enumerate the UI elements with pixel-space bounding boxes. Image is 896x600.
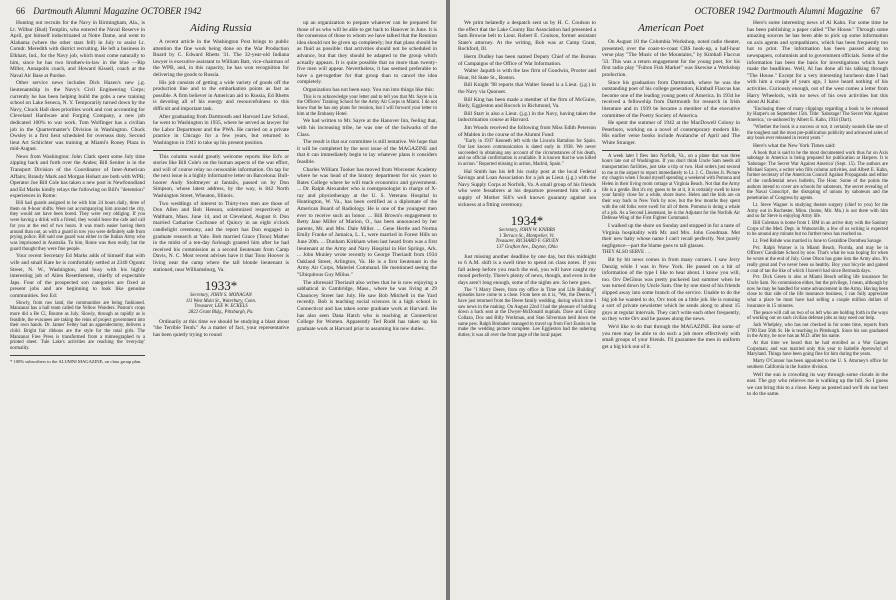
class-secretary: Secretary, JOHN S. MONAGAN bbox=[190, 293, 252, 299]
class-heading bbox=[458, 213, 596, 250]
paragraph: Bill King has been made a member of the firm of McGuire, Riely, Eggleston and Bocock in Richmond, Va. bbox=[458, 96, 596, 110]
left-page-number: 66 bbox=[16, 6, 25, 16]
section-rule bbox=[153, 150, 289, 151]
class-treasurer-address: 2822 Grant Bldg., Pittsburgh, Pa. bbox=[188, 309, 254, 315]
paragraph: Ordinarily at this time we should be studying a blast about "the Terrible Tenth." As a matter of fact, your representative has been quietly trying to round bbox=[153, 318, 289, 338]
paragraph: Pvt. Dick Green is also at Miami Beach selling life insurance for Uncle Sam. No commission either, but the privilege, I mean, although by now he may be handled for some advancement in the Army. Having been close to that side of the life insurance business, I can fully appreciate what a place he must have had selling a couple million dollars of insurance in 15 minutes. bbox=[747, 275, 888, 309]
quoted-excerpt: Bill had guards assigned to be with him 24 hours daily, three of them on 8-hour shifts. Were not accompanying him around the city, they would not have been bored. They were very obliging. If you were having a drink with a friend, they would leave the cafe and call for you at the end of two hours. It was much easier having them around than not, as with a guard in tow you were definitely safe from prying police. Bill said one guard was either in the Italian Army who was imprisoned in Australia. To him, Rome was then really, but the guard thought they were fine people. bbox=[10, 201, 145, 252]
quoted-letter: A week later I flew into Norfolk, Va., on a plane that was three hours late out of Washington. If you don't think Uncle Sam needs all transportation facilities, just take a trip or two. Had orders just second to me at the airport to report immediately to Lt. J. C. Davies Jr. Picture my chagrin when I found myself spending a weekend with Pomona and Helen in their living room cottage at Virginia Beach. Not that the Army life is a gentle. But it's my guess to be at it, it is certainly swell to have your family close for a while, shore leave. Helen and the kids are on their way back to New York by now, but the few months they spent with the old folks were swell for all of them. Pomona is doing a whale of a job. As a Second Lieutenant, he is the Adjutant for the Norfolk Air Defense Wing of the First Fighter Command. bbox=[602, 153, 740, 222]
paragraph: Marty O'Connor has been appointed to the U. S. Attorney's office for southern California in the Justice division. bbox=[747, 359, 888, 370]
quoted-excerpt: A book that is said to be the most documented work thus far on Axis sabotage in America is being prepared for publication at Harpers. It is 'Sabotage: The Secret War Against America' (Sept. 15). The authors are Michael Sayers, a writer who fills column activities, and Albert E. Kahn, former secretary of the American Council Against Propaganda and editor of the confidential news bulletin, The Hour. Some of the points the authors intend to cover are schools for saboteurs, 'the secret revealing of the Naval Conscript', the disrupting of unions by saboteurs and the penetration of Congress by agents. bbox=[747, 150, 888, 202]
left-column-2 bbox=[153, 20, 289, 592]
paragraph: Here's some interesting news of Al Kahn. For some time he has been publishing a paper called "The House." Through some amazing sources he has been able to pick up some information on axis agents and sympathizers, which has been frequently too hot to print. The information has been passed along to newspapers, columnists and to government officials. Some of the information has been the basis for investigations which have made the headlines. Well, Al has done all his talking through "The House." Except for a very interesting luncheon date I had with him a couple of years ago, I have heard nothing of his activities. Curiously enough, out of the west comes a letter from Harry Wheelock, with no news of his own activities but this about Al Kahn: bbox=[747, 20, 888, 106]
paragraph: Here's what the New York Times said: bbox=[753, 142, 836, 149]
left-column-3 bbox=[297, 20, 437, 592]
section-rule bbox=[602, 150, 740, 151]
quoted-excerpt: "Enclosing three of many clippings regarding a book to be released by Harper's on September 15th. Title: 'Sabotage! The Secret War Against America,' co-authored by Albert E. Kahn, 1934 (Dart). bbox=[747, 106, 888, 124]
paragraph: Other service news includes Dick Hazen's new j.g. lieutenantship in the Navy's Civil Engineering Corps; currently he has been helping build the gobs a new training school on Lake Seneca, N. Y. Temporarily turned down by the Navy, Chuck Hall does priorities work and cost accounting for Cleveland Hardware and Forging Company, a new job dedicated 100% to war work. Tom Wolfinger has a civilian job in the Quartermaster's Division in Washington. Chuck Owsley is a first lieut scheduled for overseas duty. Second lieut Art Schlichter was training at Miami's Roney Plaza in mid-August. bbox=[10, 80, 145, 153]
class-treasurer: Treasurer, RICHARD F. GRUEN bbox=[495, 239, 559, 245]
paragraph: We print belatedly a despatch sent us by H. C. Coulson to the effect that the Lake County Bar Association had presented a Sam Browne belt to Lieut. Robert E. Coulson, former assistant State's attorney. At the writing, Bob was at Camp Grant, Rockford, Ill. bbox=[458, 20, 596, 53]
paragraph: The peace will call on two of us left who are holding forth in the ways of working out on such civilian defense jobs as may need our help. bbox=[747, 310, 888, 322]
paragraph: The aforesaid Theriault also writes that he is now enjoying a sabbatical in Cambridge, Mass., where he was living at 29 Chauncey Street last July. He saw Bob Mitchell in the Yard recently. Bob is teaching social sciences in a high school in Connecticut and has taken some graduate work at Harvard. He has also seen Dana Hatch who is teaching at Connecticut College for Women. Apparently Ted Rudd has taken up his graduate work at Harvard prior to assuming his new duties. bbox=[297, 279, 437, 332]
class-secretary-address: 1 Terrace St., Montpelier, Vt. bbox=[499, 233, 555, 239]
paragraph: This column would greatly welcome reports like Ed's or stories like Bill Cole's on the human aspects of the war effort, and will of course relay no censorable information. On tap for the next issue is a highly informative letter on Barcelona: Bull-hoorer Andy Stoltmeyer at fantails, passed on by Don Simpson, whose latest address, by the way, is 842 North Washington Street, Wheaton, Illinois. bbox=[153, 153, 289, 200]
paragraph: I walked up the shore on Sunday and stopped in for a taste of Virginia hospitality with Mr. and Mrs. John Goodman. Met their new baby whose name I can't recall perfectly. Not purely negligence—part the blame goes to tall glasses. bbox=[602, 222, 740, 249]
class-secretary: Secretary, JOHN W. KNIBBS bbox=[499, 228, 555, 234]
footnote: * 100% subscribers to the ALUMNI MAGAZINE, on class group plan. bbox=[10, 358, 142, 364]
class-year: 1934* bbox=[510, 213, 544, 229]
right-column-3 bbox=[747, 20, 888, 592]
paragraph: Herm Dudley has been named Deputy Chief of the Bureau of Campaigns of the Office of War Information. bbox=[458, 53, 596, 67]
paragraph: Jack Whelpley, who has not checked in for some time, reports from 1700 East 56th St. He is teaching in Pittsburgh. Since his son graduated in the Army, he now has an M.D. after his name. bbox=[747, 322, 888, 340]
left-page bbox=[0, 0, 446, 600]
paragraph: Walter Jaquith is with the law firm of Goodwin, Procter and Hoar, 84 State St., Boston. bbox=[458, 68, 596, 81]
right-page-number: 67 bbox=[871, 6, 880, 16]
quoted-excerpt: "Whether the book is a success or not, it certainly sounds like one of the toughest and the most pre-publication publicity and advanced sales of any book ever released in recent years." bbox=[747, 124, 888, 142]
paragraph: Two weddings of interest to Thirty-two men are those of Don Allen and Bob Henson, solemnized respectively at Waltham, Mass. June 14, and at Cleveland, August 8. Don married Catharine Cochrane of Quincy in an eight o'clock candlelight ceremony, and the report has Don engaged in graduate research at Yale. Bob married Grace (Tono) Mather in the midst of a ten-day furlough granted him after he had received his commission as a second lieutenant from Camp Davis, N. C. Most recent advises have it that Tono Hoover is living near the camp where the tall blonde lieutenant is stationed, near Williamsburg, Va. bbox=[153, 200, 289, 273]
right-page bbox=[450, 0, 896, 600]
quoted-excerpt: "Early in 1937 Kenneth left with the Lincoln Battalion for Spain. Our last known communication is dated early in 1938. We never succeeded in obtaining any account of the circumstances of his death, and no official confirmation is available. It is known that he was killed in action." Reported missing in action, Madrid, Spain." bbox=[458, 139, 596, 167]
paragraph: A recent article in the Washington Post brings to public attention the fine work being done on the War Production Board by C. Edward Rhetts '31. The 32-year-old Indiana lawyer is executive assistant to William Batt, vice-chairman of the WPB, and, in this capacity, he has won recognition for delivering the goods to Russia. bbox=[153, 39, 289, 78]
left-issue: OCTOBER 1942 bbox=[140, 6, 202, 16]
paragraph: Well the sun is crowding its way through some clouds in the east. The guy who relieves me is walking up the hill. So I guess we can bring this to a close. Keep us posted and we'll do our best to do the same. bbox=[747, 371, 888, 398]
paragraph: The result is that our committee is still tentative. We hope that it will be completed by the next issue of the MAGAZINE and that it can immediately begin to lay whatever plans it considers feasible. bbox=[297, 139, 437, 165]
right-column-2 bbox=[602, 20, 740, 592]
paragraph: Just missing another deadline by one day, but this midnight to 6 A.M. shift is a swell time to spend on class notes. If you fall asleep before you reach the end, you will have caught my mood perfectly. There's plenty of news, though, and even in the days aren't long enough, some of the nights are. So here goes. bbox=[458, 253, 596, 286]
class-treasurer: Treasurer, LEE W. ECKELS bbox=[194, 304, 248, 310]
article-title: Aiding Russia bbox=[190, 22, 252, 34]
paragraph: His job consists of getting a wide variety of goods off the production line and to the embarkation points as fast as possible. A firm believer in American aid to Russia, Ed Rhetts is devoting all of his energy and resourcefulness to this difficult and important task. bbox=[153, 79, 289, 112]
quoted-excerpt: The "I Marry Deere, from my office in Time and Life Building" episodes have come to a close. From here on it is, "We, the Deeres." I have just returned from the Deere family wedding, during which time I saw news in the making. On August 22nd I had the pleasure of holding down a back seat at the Dwyer-McDonald nuptials. Dave and Ginny Collazo, Doc and Billy Workman, and Stan Silverman held down the same pew. Ralph Brubaker managed to travel up from Fort Eustis to be make the wedding picture complete. Lee Eggleston had the ushering duties; it was all over the front page of the local paper. bbox=[458, 287, 596, 339]
article-title: American Poet bbox=[638, 22, 704, 34]
class-secretary-address: 111 West Main St., Waterbury, Conn. bbox=[185, 298, 257, 304]
paragraph: Organization has not been easy. You run into things like this: bbox=[303, 86, 435, 93]
paragraph: Lt. Fred Rohde was married in June to Geraldine Dorothea Savage. bbox=[753, 239, 883, 245]
paragraph: Lt. Steve Wagner is studying theatre surgery (chief to you) for the Army out in Rochester, Minn. (home, Mir. Mn.) is out there with him and so far Steve is enjoying Army life. bbox=[747, 202, 888, 220]
class-year: 1933* bbox=[204, 278, 238, 294]
paragraph: Hunting out recruits for the Navy in Birmingham, Ala., is Lt. Wilbur (Bud) Templin, who entered the Naval Reserve in April, got himself indoctrinated at Notre Dame, and went to Alabama (where the other stars fell) in July to assist Lt. Comdr. Meredith with district recruiting. He left a business in Elkhart, Ind., for the Navy job, which must come naturally to him, since he has two brothers-in-law in the blue —Rip Miller, Annapolis coach, and Howard Kissell, coach at the Naval Air Base at Purdue. bbox=[10, 20, 145, 79]
paragraph: He spent the summer of 1942 at the MacDowell Colony in Peterboro, working on a novel of contemporary modern life. His earlier verse books include Avalanche of April and The White Stranger. bbox=[602, 120, 740, 146]
right-magazine-name: Dartmouth Alumni Magazine bbox=[757, 6, 863, 16]
left-magazine-name: Dartmouth Alumni Magazine bbox=[33, 6, 139, 16]
paragraph: Since his graduation from Dartmouth, where he was the outstanding poet of his college generation, Kimball Flaccus has become one of the leading young poets of America. In 1934 he received a fellowship from Dartmouth for research in Irish literature and in 1939 he became a member of the executive committee of the Poetry Society of America. bbox=[602, 79, 740, 119]
paragraph: Pvt. Ralph Warner is in Miami Beach, Florida, and may be in Officers' Candidate School by now. That's what he was hoping for when he wrote at the end of July. Gene Olson has gone into the Army also. It's really great and I've never been so healthy. Boy your bicycle and gained a coat of tan the like of which I haven't had since Bermuda days. bbox=[747, 245, 888, 274]
paragraph: Bill Knight '98 reports that Walter Snead is a Lieut. (j.g.) in the Navy via Quonset. bbox=[458, 82, 596, 95]
paragraph: We had written to Mr. Sayre at the Hanover Inn, feeling that, with his increasing tribe, he was one of the bulwarks of the Class. bbox=[297, 118, 437, 138]
right-issue: OCTOBER 1942 bbox=[694, 6, 756, 16]
right-running-head bbox=[695, 6, 886, 18]
right-column-1 bbox=[458, 20, 596, 592]
paragraph: Bit by bit news comes in from many corners. I saw Jerry Danzig while I was in New York. He passed on a bit of information of the type I like to hear about. I know you will, too. Orv DeGlous was pretty puckered last summer when he was turned down by Uncle Sam. One by one most of his friends slipped away into some branch of the service. Unable to do the big job he wanted to do, Orv took on a little job. He is running a sort of private newsletter which he sends along to about 15 guys at regular intervals. They can't write each other frequently, so they write Orv and he passes along the news. bbox=[602, 257, 740, 323]
paragraph: On August 10 the Columbia Workshop, noted radio theater, presented, over the coast-to-coast CBS hook-up, a half-hour verse play "The Music of the Mountains," by Kimball Flaccus '33. This was a return engagement for the young poet, for his first radio play "Fulton Fish Market" was likewise a Workshop production. bbox=[602, 39, 740, 78]
left-running-head bbox=[10, 6, 201, 18]
class-treasurer-address: 137 Grafton Ave., Dayton, Ohio bbox=[496, 244, 558, 250]
paragraph: After graduating from Dartmouth and Harvard Law School, he went to Washington in 1935, where he served as lawyer for the Labor Department and the PWA. He carried on a private practice in Chicago for a few years, but returned to Washington in 1941 to take up his present position. bbox=[153, 113, 289, 146]
section-subhead: THEY ALSO SERVE . . . bbox=[602, 250, 652, 256]
paragraph: Bill Coleman is home from I. BM in an active duty with the Sanitary Corps of the Med. Dept. in Watsonville, a few of us writing is expected to be around any minute but no further news has reached us. bbox=[747, 220, 888, 238]
paragraph: Jim Woods received the following from Miss Edith Peterson of Malden in the course of the Alumni Fund: bbox=[458, 124, 596, 138]
paragraph: News from Washington: John Clark spent some July time zipping back and forth over the Andes; Bill Seniter is in the Transport Division of the Coordinator of Inter-American Affairs; Brandy Mark and Morgan Hobart are both with WPB; Operator Joe Bill Cole has taken a new post in Newfoundland and Ed Marks kindly relays the following on Bill's "detention" experiences in Rome: bbox=[10, 153, 145, 200]
footnote-rule bbox=[10, 355, 145, 356]
class-heading bbox=[153, 278, 289, 315]
paragraph: At that time we heard that he had enrolled as a War Ganges Corpsman; and was married only this year to Isabelle Ayerswhyl of Maryland. Things have been going fine for him during the years. bbox=[747, 341, 888, 358]
paragraph: Your recent Secretary Ed Marks adds of himself that with wife and small Kate he is comfortably settled at 2340 Ogontz Street, N. W., Washington, and busy with his highly interesting job of Alien Resettlement, chiefly of expectable Japs. Four of the prospected son categories are fixed at present jobs and are beginning to look like genuine communities. Sez Ed: bbox=[10, 253, 145, 299]
quoted-excerpt: This is to acknowledge your letter and to tell you that Mr. Sayre is in the Officers' Training School for the Army Air Corps in Miami. I do not know that he has any plans for reunion, but I will forward your letter to him at the Embassy Hotel. bbox=[297, 94, 437, 117]
left-column-1 bbox=[10, 20, 145, 592]
paragraph: up an organization to prepare whatever can be prepared for those of us who will be able to get back to Hanover in June. It is the consensus of those to whom we have talked that the Reunion idea should not be given up completely; but that plans should be as fluid as possible: that activities should not be scheduled in advance, but that they should be adapted to the group which actually appears. It is quite possible that no more than twenty-five men will appear. Nevertheless, it has seemed preferable to have a get-together for that group than to cancel the idea completely. bbox=[297, 20, 437, 86]
paragraph: Charles William Tooker has moved from Worcester Academy where he was head of the history department for six years to Bates College where he will teach economics and government. ... Dr. Ralph Alexander who is roentgenologist in charge of X-ray and physiotherapy at the U. S. Veterans Hospital in Huntington, W. Va., has been certified as a diplomate of the American Board of Radiology. He is one of the youngest men ever to receive such an honor. ... Bill Brown's engagement to Betty Jane Miller of Marion, O., has been announced by her parents, Mr. and Mrs. Dale Miller. ... Gene Hertle and Norma Emily Franke of Jamaica, L. I., were married in Forest Hills on June 20th. ... Dunham Kirkham when last heard from was a first lieutenant at the Army and Navy Hospital in Hot Springs, Ark. ... John Munley wrote recently to George Theriault from 1934 Oakland Street, Arlington, Va. He is a first lieutenant in the Army Air Corps, Materiel Command. He mentioned seeing the "Ubiquitous Guy Milius." bbox=[297, 166, 437, 278]
paragraph: We'd like to do that through the MAGAZINE. But some of you men may be able to do such a job more effectively with small groups of your friends. I'll guarantee the men in uniform get a big kick out of it. bbox=[602, 323, 740, 350]
paragraph: Hal Smith has his left his cushy post at the local Federal Savings and Loan Association for a job as Lieut. (j.g.) with the Navy Supply Corps at Norfolk, Va. A small group of his friends who were fessabrers at his departure presented him with a supply of Mother Sill's well known guaranty against sea sickness at a fitting ceremony. bbox=[458, 168, 596, 208]
quoted-excerpt: Slowly, from raw land, the communities are being fashioned. Manzanar has a hall team called the Yellow Wonders. Poston's crops more did a Be Ci, Bourne as July. Slowly, through as rapidly as is feasible, the evacuees are taking the reins of project government into their own hands. Dr. James' Feltey had an appendectomy, delivers a child. Bright fair ribbons are the style for the total girls. The Manzanar Free Press is transformed from a mimeographed to a printed sheet. Tule Lake's activities are reaching the 'everyday' normality. bbox=[10, 300, 145, 352]
paragraph: Bill Starr is also a Lieut. (j.g.) in the Navy, having taken the indoctrination course at Harvard. bbox=[458, 110, 596, 124]
